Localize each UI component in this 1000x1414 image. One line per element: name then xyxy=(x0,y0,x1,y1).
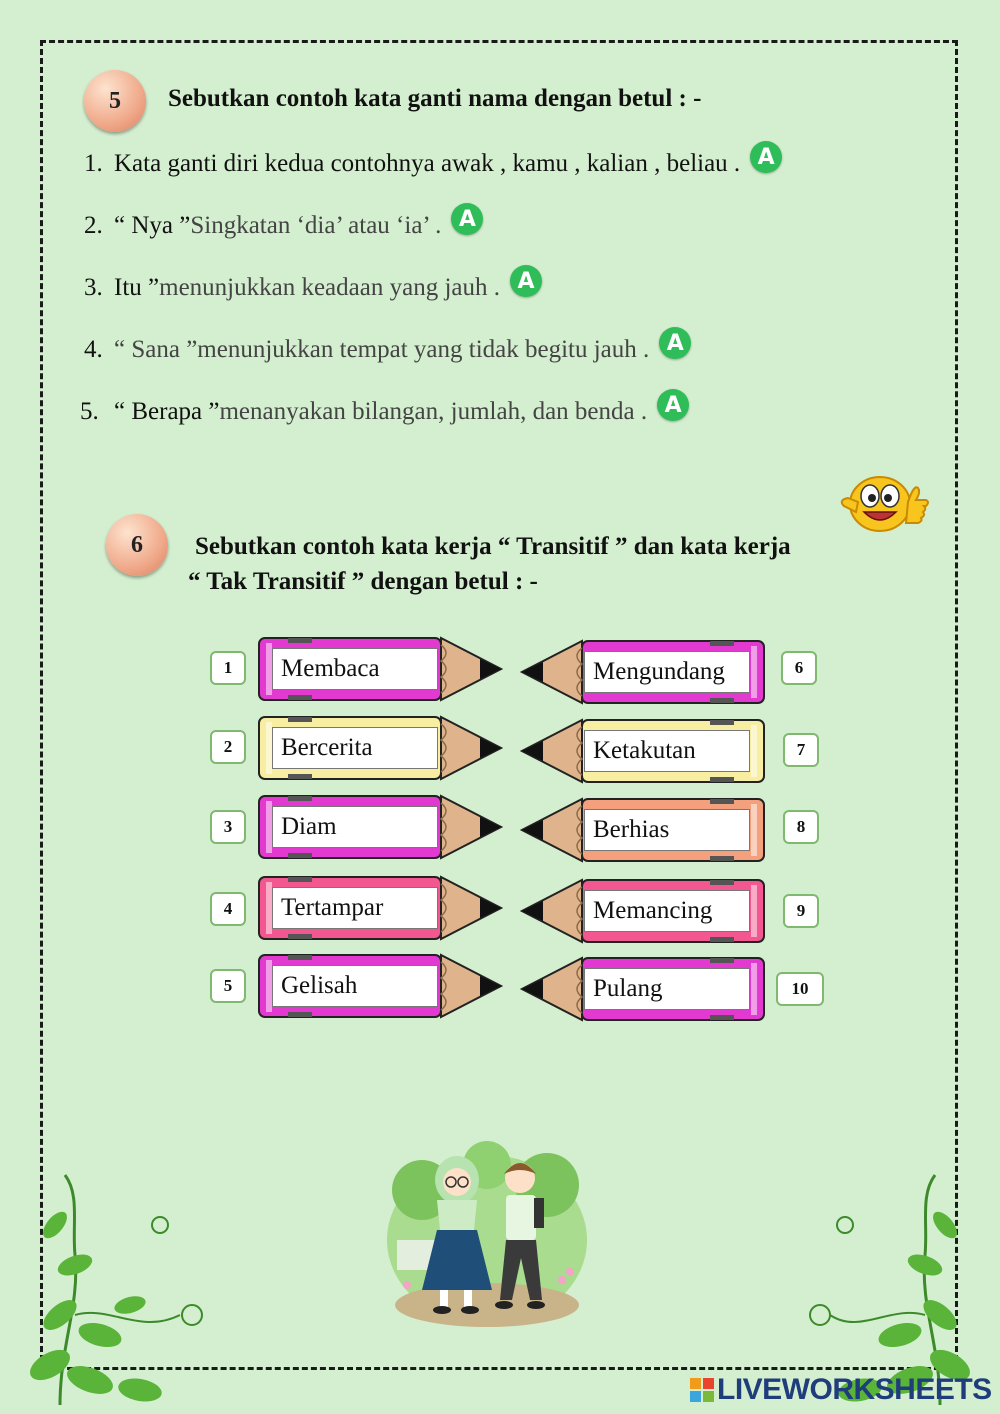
question-5-number: 5 xyxy=(109,87,121,114)
answer-text[interactable]: menunjukkan keadaan yang jauh . xyxy=(159,274,500,301)
answer-lead: “ Berapa ” xyxy=(114,398,220,425)
right-pencil[interactable] xyxy=(520,717,765,785)
pencil-word: Pulang xyxy=(584,968,750,1010)
left-number-box: 1 xyxy=(210,651,246,685)
left-pencil[interactable] xyxy=(258,714,503,782)
children-walking-illustration xyxy=(382,1140,592,1330)
row-number: 5. xyxy=(80,398,99,425)
row-number: 2. xyxy=(84,212,103,239)
row-number: 3. xyxy=(84,274,103,301)
check-icon: A xyxy=(659,327,691,359)
pencil-word: Diam xyxy=(272,806,438,848)
question-5-title: Sebutkan contoh kata ganti nama dengan betul : - xyxy=(168,85,702,112)
pencil-word: Tertampar xyxy=(272,887,438,929)
left-pencil[interactable] xyxy=(258,952,503,1020)
pencil-word: Mengundang xyxy=(584,651,750,693)
pencil-word: Gelisah xyxy=(272,965,438,1007)
answer-row-3 xyxy=(84,268,542,302)
answer-text[interactable]: Singkatan ‘dia’ atau ‘ia’ . xyxy=(190,212,442,239)
pencil-word: Memancing xyxy=(584,890,750,932)
left-number-box: 4 xyxy=(210,892,246,926)
answer-text[interactable]: menanyakan bilangan, jumlah, dan benda . xyxy=(219,398,648,425)
answer-text: menunjukkan tempat yang tidak begitu jauh . xyxy=(197,336,650,363)
answer-row-2 xyxy=(84,206,483,240)
pencil-word: Membaca xyxy=(272,648,438,690)
check-icon: A xyxy=(510,265,542,297)
right-number-box: 8 xyxy=(783,810,819,844)
left-pencil[interactable] xyxy=(258,635,503,703)
question-5-badge xyxy=(84,70,146,132)
answer-text[interactable]: Kata ganti diri kedua contohnya awak , kamu , kalian , beliau . xyxy=(114,150,741,177)
right-pencil[interactable] xyxy=(520,796,765,864)
right-pencil[interactable] xyxy=(520,877,765,945)
thumbs-up-smiley-icon xyxy=(838,472,930,534)
right-vine-decoration xyxy=(800,1165,980,1405)
check-icon: A xyxy=(451,203,483,235)
answer-lead: Itu ” xyxy=(114,274,160,301)
row-number: 1. xyxy=(84,150,103,177)
left-number-box: 2 xyxy=(210,730,246,764)
pencil-word: Berhias xyxy=(584,809,750,851)
question-6-badge xyxy=(106,514,168,576)
left-pencil[interactable] xyxy=(258,874,503,942)
answer-row-1 xyxy=(84,144,782,178)
check-icon: A xyxy=(657,389,689,421)
pencil-word: Ketakutan xyxy=(584,730,750,772)
right-number-box: 10 xyxy=(776,972,824,1006)
left-number-box: 5 xyxy=(210,969,246,1003)
left-number-box: 3 xyxy=(210,810,246,844)
logo-mark-icon xyxy=(690,1378,714,1402)
left-pencil[interactable] xyxy=(258,793,503,861)
answer-lead: “ Nya ” xyxy=(114,212,191,239)
right-number-box: 9 xyxy=(783,894,819,928)
check-icon: A xyxy=(750,141,782,173)
question-6-title-line-1: Sebutkan contoh kata kerja “ Transitif ” dan kata kerja xyxy=(195,533,791,560)
right-pencil[interactable] xyxy=(520,955,765,1023)
right-number-box: 6 xyxy=(781,651,817,685)
question-6-title-line-2: “ Tak Transitif ” dengan betul : - xyxy=(188,568,538,595)
left-vine-decoration xyxy=(20,1165,220,1405)
logo-text: LIVEWORKSHEETS xyxy=(717,1373,992,1406)
right-number-box: 7 xyxy=(783,733,819,767)
answer-row-5 xyxy=(80,392,689,426)
pencil-word: Bercerita xyxy=(272,727,438,769)
row-number: 4. xyxy=(84,336,103,363)
answer-row-4 xyxy=(84,330,691,364)
liveworksheets-logo xyxy=(690,1373,992,1407)
answer-lead[interactable]: “ Sana ” xyxy=(114,336,198,363)
question-6-number: 6 xyxy=(131,531,143,558)
right-pencil[interactable] xyxy=(520,638,765,706)
